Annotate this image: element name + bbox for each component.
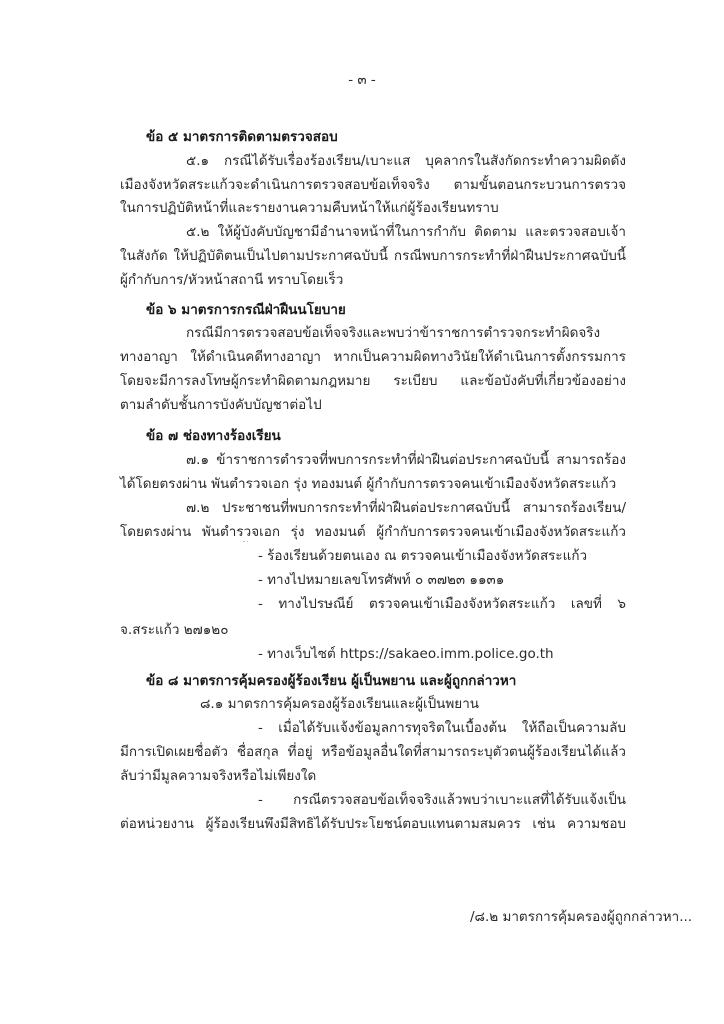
section-heading: ข้อ ๖ มาตรการกรณีฝ่าฝืนนโยบาย	[146, 302, 346, 318]
text-line: โดยจะมีการลงโทษผู้กระทำผิดตามกฎหมาย ระเบียบ และข้อบังคับที่เกี่ยวข้องอย่าง	[120, 373, 626, 389]
text-line: โดยตรงผ่าน พันตำรวจเอก รุ่ง ทองมนต์ ผู้กำกับการตรวจคนเข้าเมืองจังหวัดสระแก้ว	[120, 524, 626, 540]
text-line: ๕.๒ ให้ผู้บังคับบัญชามีอำนาจหน้าที่ในการกำกับ ติดตาม และตรวจสอบเจ้า	[186, 224, 626, 240]
bullet-line: - ทางเว็บไซต์ https://sakaeo.imm.police.go.th	[258, 646, 554, 662]
bullet-line: - เมื่อได้รับแจ้งข้อมูลการทุจริตในเบื้องต้น ให้ถือเป็นความลับ	[258, 720, 626, 736]
page-number: - ๓ -	[348, 72, 376, 88]
continuation-note: /๘.๒ มาตรการคุ้มครองผู้ถูกกล่าวหา...	[470, 909, 693, 925]
bullet-line: - กรณีตรวจสอบข้อเท็จจริงแล้วพบว่าเบาะแสที่ได้รับแจ้งเป็น	[258, 792, 626, 808]
text-line: กรณีมีการตรวจสอบข้อเท็จจริงและพบว่าข้าราชการตำรวจกระทำผิดจริง	[186, 325, 601, 341]
bullet-line: - ร้องเรียนด้วยตนเอง ณ ตรวจคนเข้าเมืองจังหวัดสระแก้ว	[258, 548, 588, 564]
text-line: ผู้กำกับการ/หัวหน้าสถานี ทราบโดยเร็ว	[120, 272, 344, 288]
bullet-line: - ทางไปรษณีย์ ตรวจคนเข้าเมืองจังหวัดสระแก้ว เลขที่ ๖	[258, 596, 626, 612]
section-heading: ข้อ ๕ มาตรการติดตามตรวจสอบ	[146, 129, 338, 145]
bullet-line: - ทางไปหมายเลขโทรศัพท์ ๐ ๓๗๒๓ ๑๑๓๑	[258, 572, 505, 588]
text-line: ๘.๑ มาตรการคุ้มครองผู้ร้องเรียนและผู้เป็นพยาน	[200, 696, 480, 712]
text-line: ๗.๑ ข้าราชการตำรวจที่พบการกระทำที่ฝ่าฝืนต่อประกาศฉบับนี้ สามารถร้อง	[186, 452, 626, 468]
section-heading: ข้อ ๗ ช่องทางร้องเรียน	[146, 428, 281, 444]
text-line: ต่อหน่วยงาน ผู้ร้องเรียนพึงมีสิทธิได้รับประโยชน์ตอบแทนตามสมควร เช่น ความชอบ	[120, 816, 626, 832]
text-line: ได้โดยตรงผ่าน พันตำรวจเอก รุ่ง ทองมนต์ ผู้กำกับการตรวจคนเข้าเมืองจังหวัดสระแก้ว	[120, 476, 617, 492]
text-line: มีการเปิดเผยชื่อตัว ชื่อสกุล ที่อยู่ หรือข้อมูลอื่นใดที่สามารถระบุตัวตนผู้ร้องเรียนได้แล้ว	[120, 744, 626, 760]
text-line: ลับว่ามีมูลความจริงหรือไม่เพียงใด	[120, 768, 317, 784]
text-line: ๕.๑ กรณีได้รับเรื่องร้องเรียน/เบาะแส บุคลากรในสังกัดกระทำความผิดดัง	[186, 153, 626, 169]
section-heading: ข้อ ๘ มาตรการคุ้มครองผู้ร้องเรียน ผู้เป็นพยาน และผู้ถูกกล่าวหา	[146, 673, 517, 689]
text-line: ทางอาญา ให้ดำเนินคดีทางอาญา หากเป็นความผิดทางวินัยให้ดำเนินการตั้งกรรมการ	[120, 349, 626, 365]
text-line: ตามลำดับชั้นการบังคับบัญชาต่อไป	[120, 397, 322, 413]
text-line: จ.สระแก้ว ๒๗๑๒๐	[120, 622, 229, 638]
text-line: เมืองจังหวัดสระแก้วจะดำเนินการตรวจสอบข้อเท็จจริง ตามขั้นตอนกระบวนการตรวจ	[120, 177, 626, 193]
text-line: ในการปฏิบัติหน้าที่และรายงานความคืบหน้าให้แก่ผู้ร้องเรียนทราบ	[120, 200, 499, 216]
text-line: ในสังกัด ให้ปฏิบัติตนเป็นไปตามประกาศฉบับนี้ กรณีพบการกระทำที่ฝ่าฝืนประกาศฉบับนี้	[120, 248, 626, 264]
text-line: ๗.๒ ประชาชนที่พบการกระทำที่ฝ่าฝืนต่อประกาศฉบับนี้ สามารถร้องเรียน/	[186, 500, 626, 516]
